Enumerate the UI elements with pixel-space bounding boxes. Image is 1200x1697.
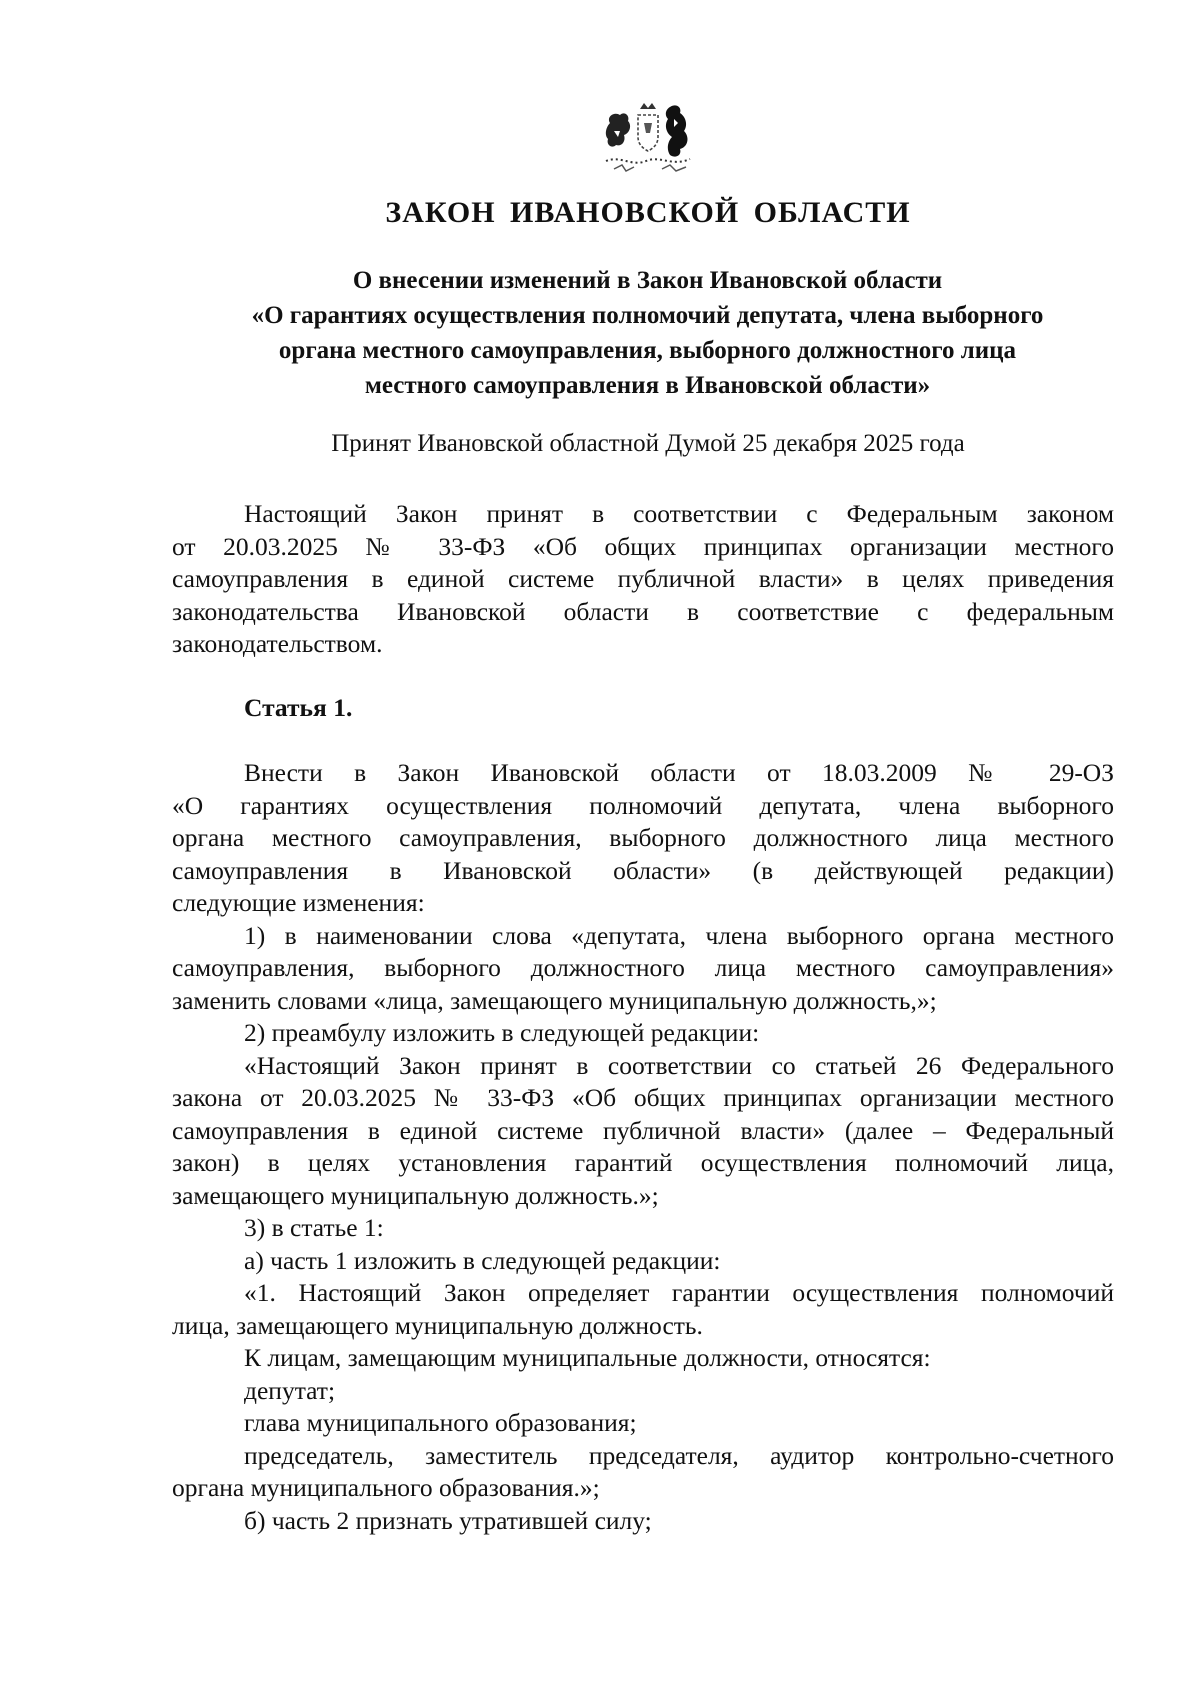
subtitle-line: местного самоуправления в Ивановской области» (364, 372, 931, 399)
article-line: замещающего муниципальную должность.»; (172, 1180, 659, 1210)
article-line: глава муниципального образования; (244, 1408, 637, 1437)
article-line: Внести в Закон Ивановской области от 18.03.2009 № 29-ОЗ (244, 758, 1114, 787)
article-line: заменить словами «лица, замещающего муниципальную должность,»; (172, 985, 937, 1015)
article-heading: Статья 1. (244, 693, 353, 722)
article-line: «О гарантиях осуществления полномочий депутата, члена выборного (172, 790, 1114, 820)
article-line: самоуправления в единой системе публичной власти» (далее – Федеральный (172, 1115, 1114, 1145)
article-line: следующие изменения: (172, 888, 425, 917)
law-title: ЗАКОН ИВАНОВСКОЙ ОБЛАСТИ (385, 196, 911, 229)
article-line: органа муниципального образования.»; (172, 1473, 600, 1502)
article-line: закона от 20.03.2025 № 33-ФЗ «Об общих принципах организации местного (172, 1083, 1114, 1112)
article-line: 1) в наименовании слова «депутата, члена выборного органа местного (244, 920, 1114, 950)
article-line: 2) преамбулу изложить в следующей редакции: (244, 1018, 760, 1047)
preamble-line: законодательством. (172, 629, 383, 658)
article-line: «1. Настоящий Закон определяет гарантии осуществления полномочий (244, 1278, 1114, 1307)
article-body (172, 757, 1114, 1537)
preamble-line: от 20.03.2025 № 33-ФЗ «Об общих принципах организации местного (172, 531, 1114, 561)
article-line: закон) в целях установления гарантий осуществления полномочий лица, (172, 1148, 1114, 1177)
article-line: самоуправления, выборного должностного лица местного самоуправления» (172, 953, 1114, 982)
preamble-line: Настоящий Закон принят в соответствии с Федеральным законом (244, 499, 1114, 528)
preamble-paragraph (172, 498, 1114, 661)
article-line: «Настоящий Закон принят в соответствии со статьей 26 Федерального (244, 1050, 1114, 1080)
preamble-line: самоуправления в единой системе публичной власти» в целях приведения (172, 564, 1114, 593)
article-line: самоуправления в Ивановской области» (в действующей редакции) (172, 855, 1114, 885)
subtitle-line: «О гарантиях осуществления полномочий депутата, члена выборного (251, 302, 1044, 329)
emblem-graphic (600, 101, 696, 177)
article-line: органа местного самоуправления, выборного должностного лица местного (172, 823, 1114, 852)
article-line: б) часть 2 признать утратившей силу; (244, 1505, 652, 1535)
article-line: а) часть 1 изложить в следующей редакции: (244, 1245, 721, 1275)
article-line: лица, замещающего муниципальную должность. (172, 1310, 703, 1340)
subtitle-line: О внесении изменений в Закон Ивановской области (352, 267, 943, 294)
preamble-line: законодательства Ивановской области в соответствие с федеральным (172, 596, 1114, 626)
subtitle-line: органа местного самоуправления, выборного должностного лица (278, 337, 1017, 364)
article-line: К лицам, замещающим муниципальные должности, относятся: (244, 1343, 931, 1372)
coat-of-arms-icon (600, 101, 696, 177)
article-line: 3) в статье 1: (244, 1213, 384, 1242)
adoption-date-line: Принят Ивановской областной Думой 25 декабря 2025 года (331, 430, 965, 457)
law-subtitle (170, 263, 1125, 403)
article-line: депутат; (244, 1375, 336, 1405)
article-line: председатель, заместитель председателя, аудитор контрольно-счетного (244, 1440, 1114, 1470)
